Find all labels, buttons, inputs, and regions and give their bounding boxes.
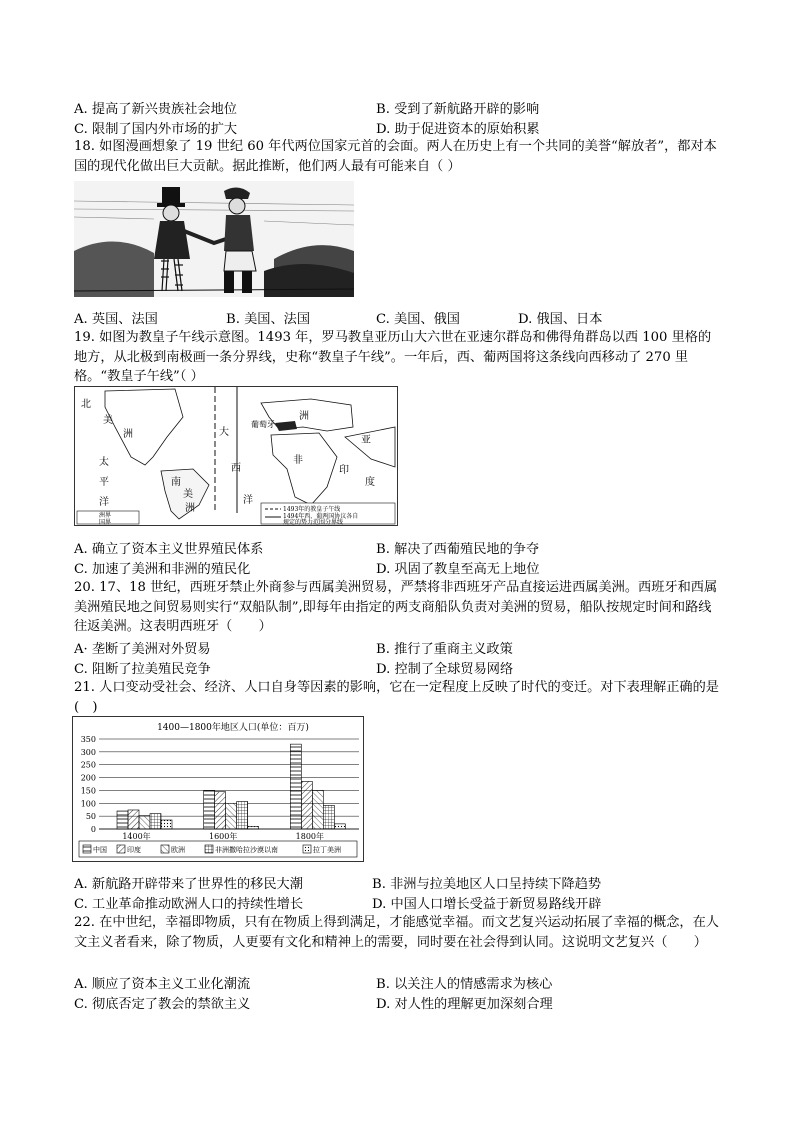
q18-stem: 18. 如图漫画想象了 19 世纪 60 年代两位国家元首的会面。两人在历史上有一个共同的美誉“解放者”，都对本国的现代化做出巨大贡献。据此推断，他们两人最有可能来自（ ） [74,139,717,174]
x-tick-label: 1400年 [122,832,151,841]
map-label-south-america-3: 洲 [185,503,195,514]
bar-0-1 [128,810,139,829]
chart-title: 1400—1800年地区人口(单位：百万) [157,723,309,733]
map-label-indian-ocean-1: 印 [339,465,349,476]
bar-1-3 [237,801,248,829]
q19-option-a[interactable]: A. 确立了资本主义世界殖民体系 [74,542,264,557]
q17-option-a[interactable]: A. 提高了新兴贵族社会地位 [74,102,237,117]
q20-stem: 20. 17、18 世纪，西班牙禁止外商参与西属美洲贸易，严禁将非西班牙产品直接运进西属美洲。西班牙和西属美洲殖民地之间贸易则实行“双船队制”,即每年由指定的两支商船队负责对美洲的贸易，船队按规定时间和路线往返美洲。这表明西班牙（ ） [74,580,718,634]
q20-option-a[interactable]: A· 垄断了美洲对外贸易 [74,642,211,657]
map-legend-1494-line-1: 1494年西、葡两国协议各自 [283,513,359,520]
bar-1-0 [204,790,215,829]
map-label-north-america-1: 北 [81,399,91,410]
legend-label: 中国 [93,846,107,854]
map-label-south-america-1: 南 [171,477,181,488]
q19-option-b[interactable]: B. 解决了西葡殖民地的争夺 [376,542,540,557]
q20-option-d[interactable]: D. 控制了全球贸易网络 [376,662,514,677]
y-tick-label: 150 [80,786,96,796]
legend-label: 拉丁美洲 [313,846,341,854]
map-drawing [75,387,397,525]
legend-swatch [83,845,91,853]
q21-option-c[interactable]: C. 工业革命推动欧洲人口的持续性增长 [74,897,304,912]
map-label-atlantic-3: 洋 [243,495,253,506]
legend-swatch [117,845,125,853]
q21-stem: 21. 人口变动受社会、经济、人口自身等因素的影响，它在一定程度上反映了时代的变迁。对下表理解正确的是( ) [74,680,719,715]
map-label-south-america-2: 美 [183,489,193,500]
bar-1-4 [248,826,259,829]
q22-stem: 22. 在中世纪，幸福即物质，只有在物质上得到满足，才能感觉幸福。而文艺复兴运动拓展了幸福的概念，在人文主义者看来，除了物质，人更要有文化和精神上的需要，同时要在社会得到认同。这说明文艺复兴（ ） [74,915,719,950]
map-legend-1493-line: 1493年的教皇子午线 [283,506,341,513]
map-label-atlantic-2: 西 [231,463,241,474]
y-tick-label: 350 [80,735,96,744]
map-label-pacific-3: 洋 [99,497,109,508]
map-label-indian-ocean-2: 度 [365,477,375,488]
q22-option-a[interactable]: A. 顺应了资本主义工业化潮流 [74,977,251,992]
y-tick-label: 50 [85,812,96,822]
legend-label: 非洲撒哈拉沙漠以南 [215,846,278,854]
q17-option-c[interactable]: C. 限制了国内外市场的扩大 [74,122,238,137]
map-label-pacific-2: 平 [99,477,109,488]
q18-option-a[interactable]: A. 英国、法国 [74,312,158,327]
y-tick-label: 300 [80,747,96,757]
map-legend-1494-line-2: 规定的势力范围分界线 [283,519,344,526]
bar-2-4 [334,824,345,829]
bar-0-4 [161,820,172,829]
q22-option-c[interactable]: C. 彻底否定了教会的禁欲主义 [74,997,251,1012]
legend-swatch [205,845,213,853]
x-tick-label: 1600年 [208,832,238,841]
population-chart [72,716,364,862]
map-label-portugal: 葡萄牙 [251,420,275,429]
q21-option-b[interactable]: B. 非洲与拉美地区人口呈持续下降趋势 [372,877,602,892]
bar-0-0 [117,811,128,829]
q22-option-d[interactable]: D. 对人性的理解更加深刻合理 [376,997,553,1012]
q18-option-d[interactable]: D. 俄国、日本 [518,312,603,327]
y-tick-label: 100 [80,799,96,809]
q20-option-c[interactable]: C. 阻断了拉美殖民竞争 [74,662,211,677]
legend-label: 欧洲 [171,846,185,854]
map-label-africa: 非 [293,455,303,466]
map-label-pacific-1: 太 [99,457,109,468]
map-label-asia: 亚 [361,435,371,446]
q18-option-b[interactable]: B. 美国、法国 [226,312,311,327]
bar-2-0 [290,744,301,829]
bar-1-1 [215,792,226,829]
map-label-atlantic-1: 大 [219,427,229,438]
q17-option-b[interactable]: B. 受到了新航路开辟的影响 [376,102,540,117]
papal-line-map [74,386,398,526]
q20-option-b[interactable]: B. 推行了重商主义政策 [376,642,513,657]
q21-option-d[interactable]: D. 中国人口增长受益于新贸易路线开辟 [372,897,602,912]
legend-label: 印度 [127,846,141,854]
legend-swatch [161,845,169,853]
population-chart-svg [73,717,363,861]
legend-swatch [303,845,311,853]
y-tick-label: 0 [90,825,96,834]
map-legend-border: 国界 [99,519,112,526]
bar-2-1 [301,781,312,829]
bar-0-2 [139,816,150,829]
map-label-north-america-2: 美 [103,415,113,426]
q19-option-c[interactable]: C. 加速了美洲和非洲的殖民化 [74,562,251,577]
q18-option-c[interactable]: C. 美国、俄国 [376,312,460,327]
map-label-north-america-3: 洲 [123,429,133,440]
x-tick-label: 1800年 [295,832,325,841]
y-tick-label: 250 [80,760,96,770]
q19-option-d[interactable]: D. 巩固了教皇至高无上地位 [376,562,540,577]
bar-2-3 [323,805,334,829]
y-tick-label: 200 [80,773,96,783]
map-legend-continent: 洲界 [99,512,112,519]
q22-option-b[interactable]: B. 以关注人的情感需求为核心 [376,977,553,992]
cartoon-illustration [74,181,354,297]
q17-option-d[interactable]: D. 助于促进资本的原始积累 [376,122,540,137]
map-label-europe: 洲 [299,411,309,422]
bar-1-2 [226,803,237,829]
cartoon-image [74,181,354,297]
q21-option-a[interactable]: A. 新航路开辟带来了世界性的移民大潮 [74,877,303,892]
q19-stem: 19. 如图为教皇子午线示意图。1493 年，罗马教皇亚历山大六世在亚速尔群岛和佛得角群岛以西 100 里格的地方，从北极到南极画一条分界线，史称“教皇子午线”。一年后，西、葡两国将这条线向西移动了 270 里格。“教皇子午线”（ ） [74,330,712,384]
bar-2-2 [312,790,323,829]
bar-0-3 [150,814,161,829]
